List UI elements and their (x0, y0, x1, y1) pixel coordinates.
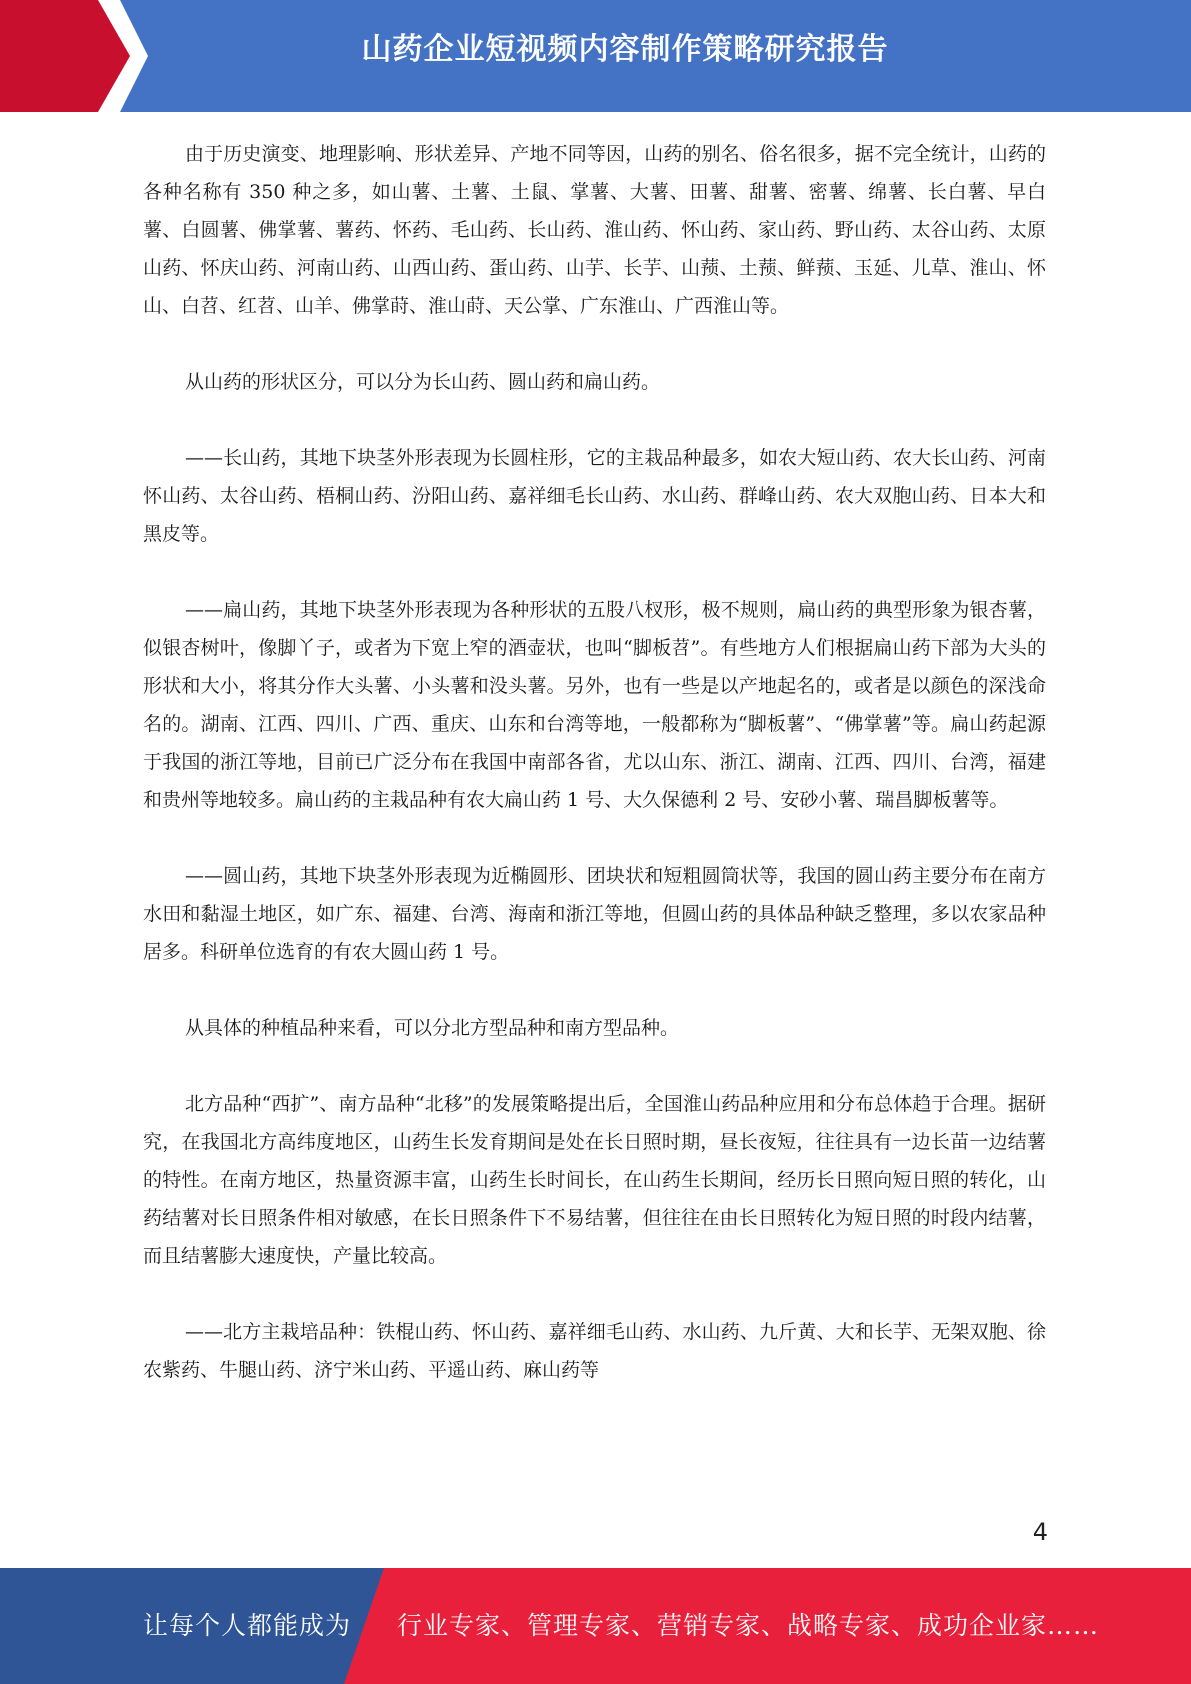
paragraph: 从山药的形状区分，可以分为长山药、圆山药和扁山药。 (185, 371, 661, 393)
paragraph: ——圆山药，其地下块茎外形表现为近椭圆形、团块状和短粗圆筒状等，我国的圆山药主要分布在南方水田和黏湿土地区，如广东、福建、台湾、海南和浙江等地，但圆山药的具体品种缺乏整理，多以农家品种居多。科研单位选育的有农大圆山药 1 号。 (143, 865, 1046, 963)
footer-slogan-left: 让每个人都能成为 (143, 1611, 352, 1640)
footer-slogan-right: 行业专家、管理专家、营销专家、战略专家、成功企业家…… (397, 1611, 1100, 1640)
page-number: 4 (1032, 1518, 1048, 1546)
page-header (0, 0, 1191, 112)
page-footer (0, 1568, 1191, 1684)
report-title: 山药企业短视频内容制作策略研究报告 (361, 32, 889, 67)
paragraph: ——扁山药，其地下块茎外形表现为各种形状的五股八杈形，极不规则，扁山药的典型形象为银杏薯，似银杏树叶，像脚丫子，或者为下宽上窄的酒壶状，也叫“脚板苕”。有些地方人们根据扁山药下部为大头的形状和大小，将其分作大头薯、小头薯和没头薯。另外，也有一些是以产地起名的，或者是以颜色的深浅命名的。湖南、江西、四川、广西、重庆、山东和台湾等地，一般都称为“脚板薯”、“佛掌薯”等。扁山药起源于我国的浙江等地，目前已广泛分布在我国中南部各省，尤以山东、浙江、湖南、江西、四川、台湾，福建和贵州等地较多。扁山药的主栽品种有农大扁山药 1 号、大久保德利 2 号、安砂小薯、瑞昌脚板薯等。 (143, 599, 1046, 811)
paragraph: 从具体的种植品种来看，可以分北方型品种和南方型品种。 (185, 1017, 680, 1039)
paragraph: ——北方主栽培品种：铁棍山药、怀山药、嘉祥细毛山药、水山药、九斤黄、大和长芋、无架双胞、徐农紫药、牛腿山药、济宁米山药、平遥山药、麻山药等 (143, 1321, 1046, 1381)
paragraph: 由于历史演变、地理影响、形状差异、产地不同等因，山药的别名、俗名很多，据不完全统计，山药的各种名称有 350 种之多，如山薯、土薯、土鼠、掌薯、大薯、田薯、甜薯、密薯、绵薯、长白薯、早白薯、白圆薯、佛掌薯、薯药、怀药、毛山药、长山药、淮山药、怀山药、家山药、野山药、太谷山药、太原山药、怀庆山药、河南山药、山西山药、蛋山药、山芋、长芋、山蓣、土蓣、鲜蓣、玉延、儿草、淮山、怀山、白苕、红苕、山羊、佛掌莳、淮山莳、天公掌、广东淮山、广西淮山等。 (143, 143, 1046, 317)
header-chevron-decoration (0, 0, 160, 112)
paragraph: ——长山药，其地下块茎外形表现为长圆柱形，它的主栽品种最多，如农大短山药、农大长山药、河南怀山药、太谷山药、梧桐山药、汾阳山药、嘉祥细毛长山药、水山药、群峰山药、农大双胞山药、日本大和黑皮等。 (143, 447, 1046, 545)
body-text (143, 135, 1046, 1427)
paragraph: 北方品种“西扩”、南方品种“北移”的发展策略提出后，全国淮山药品种应用和分布总体趋于合理。据研究，在我国北方高纬度地区，山药生长发育期间是处在长日照时期，昼长夜短，往往具有一边长苗一边结薯的特性。在南方地区，热量资源丰富，山药生长时间长，在山药生长期间，经历长日照向短日照的转化，山药结薯对长日照条件相对敏感，在长日照条件下不易结薯，但往往在由长日照转化为短日照的时段内结薯，而且结薯膨大速度快，产量比较高。 (143, 1093, 1046, 1267)
